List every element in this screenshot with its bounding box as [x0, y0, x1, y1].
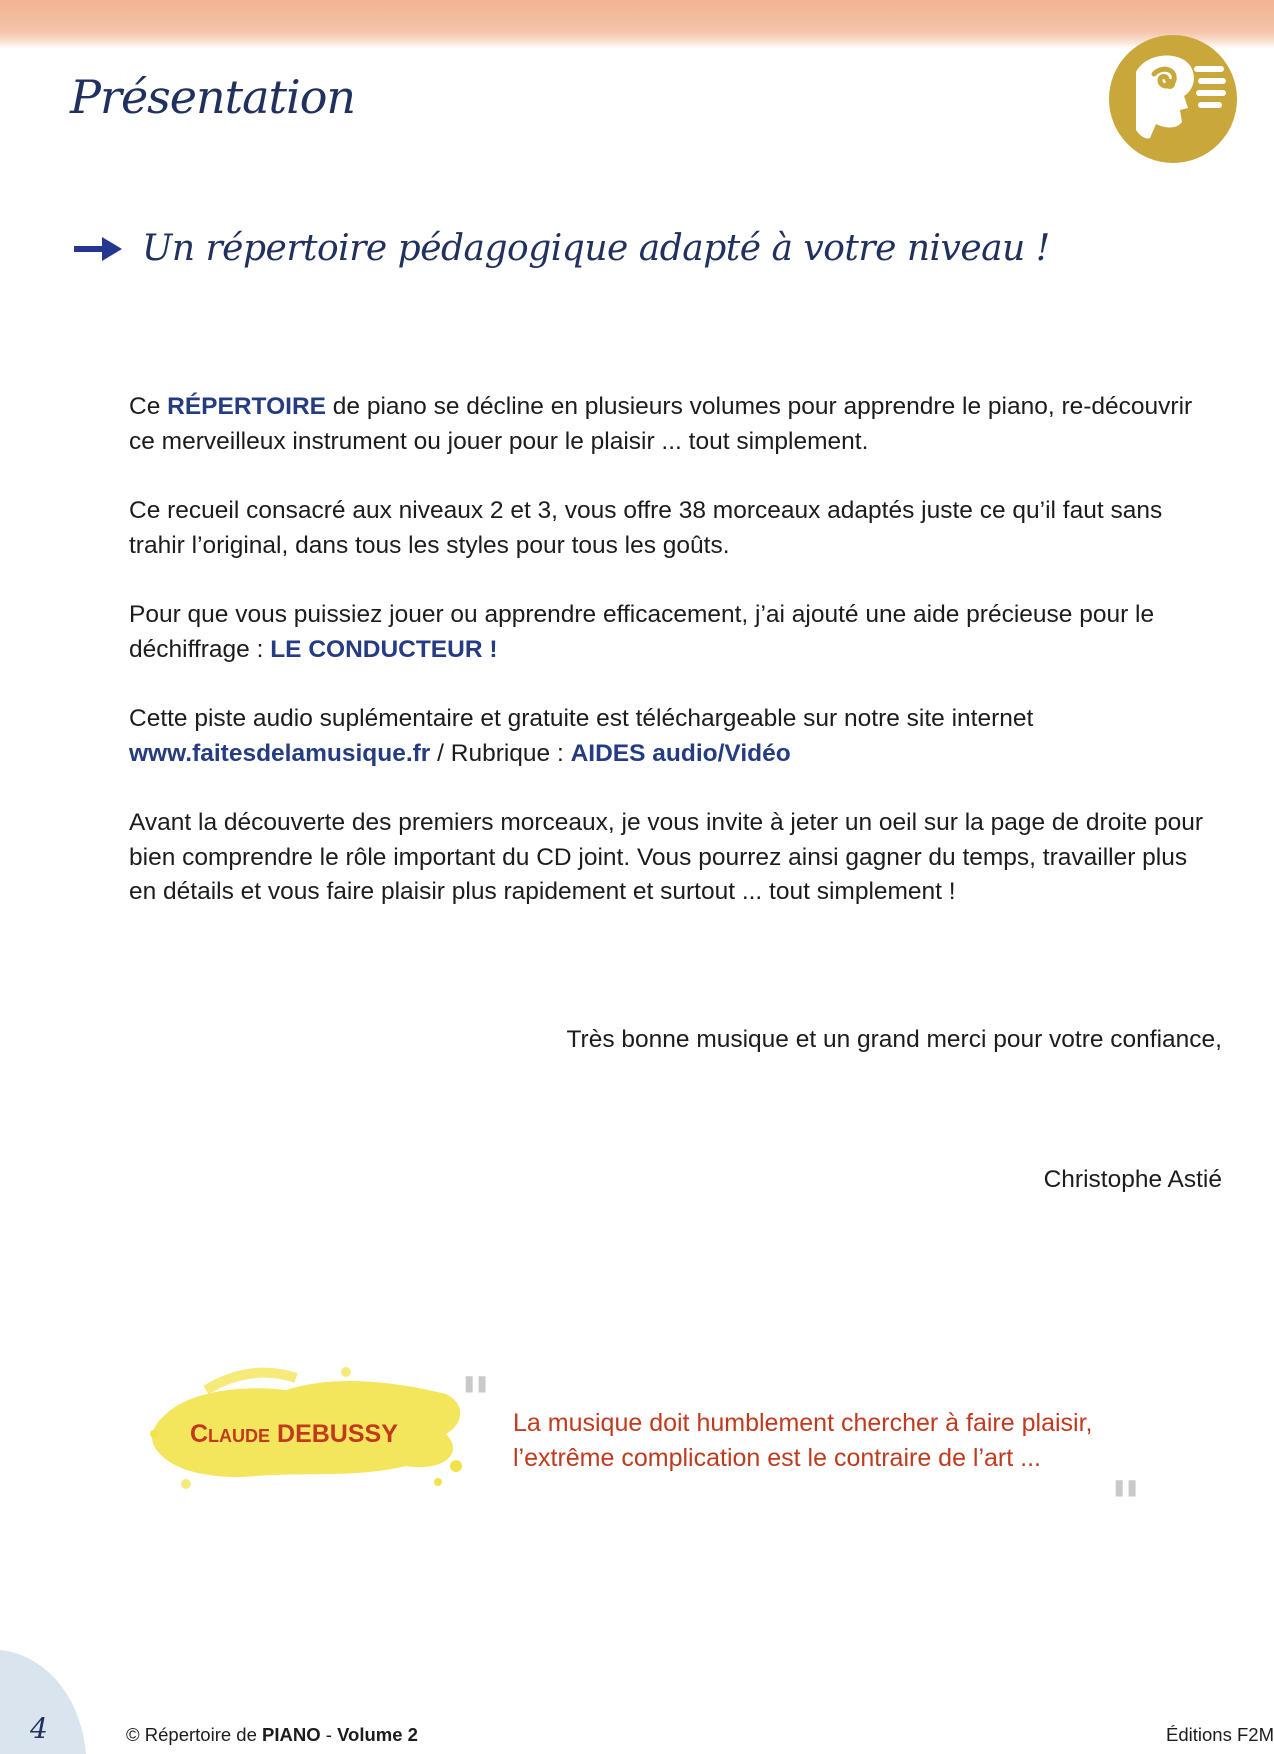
author-last-name: DEBUSSY	[277, 1420, 398, 1448]
footer-volume: Volume 2	[337, 1724, 418, 1745]
footer-publisher: Éditions F2M	[1166, 1724, 1274, 1745]
paragraph-1	[129, 390, 1209, 459]
conducteur-highlight: LE CONDUCTEUR !	[270, 635, 498, 663]
website-link[interactable]: www.faitesdelamusique.fr	[129, 739, 431, 767]
quote-author	[190, 1420, 398, 1449]
footer-left	[126, 1724, 418, 1746]
paragraph-4	[129, 702, 1209, 771]
top-decorative-band	[0, 0, 1274, 48]
repertoire-highlight: RÉPERTOIRE	[167, 393, 326, 420]
footer-prefix: © Répertoire de	[126, 1724, 263, 1745]
footer-piano: PIANO	[262, 1724, 321, 1745]
page-number: 4	[30, 1712, 48, 1745]
paragraph-2: Ce recueil consacré aux niveaux 2 et 3, vous offre 38 morceaux adaptés juste ce qu’il faut sans trahir l’original, dans tous les styles pour tous les goûts.	[129, 497, 1163, 559]
paragraph-4-start: Cette piste audio suplémentaire et gratuite est téléchargeable sur notre site internet	[129, 705, 1034, 732]
paragraph-1-end: de piano se décline en plusieurs volumes pour apprendre le piano, re-découvrir ce merveilleux instrument ou jouer pour le plaisir ... tout simplement.	[129, 393, 1193, 455]
signature: Christophe Astié	[1043, 1166, 1222, 1193]
paragraph-5: Avant la découverte des premiers morceaux, je vous invite à jeter un oeil sur la page de droite pour bien comprendre le rôle important du CD joint. Vous pourrez ainsi gagner du temps, travailler plus en détails et vous faire plaisir plus rapidement et surtout ... tout simplement !	[129, 809, 1204, 905]
quote-text	[513, 1406, 1173, 1476]
closing-line: Très bonne musique et un grand merci pour votre confiance,	[566, 1026, 1222, 1053]
arrow-right-icon	[72, 234, 124, 264]
author-first-name: Claude	[190, 1420, 271, 1448]
quote-open-mark: "	[460, 1365, 492, 1435]
quote-close-mark: "	[1110, 1469, 1142, 1539]
paragraph-1-start: Ce	[129, 393, 168, 420]
aides-rubric-highlight: AIDES audio/Vidéo	[570, 739, 791, 767]
paragraph-3-start: Pour que vous puissiez jouer ou apprendre efficacement, j’ai ajouté une aide précieuse pour le déchiffrage :	[129, 601, 1155, 663]
paragraph-4-mid: / Rubrique :	[430, 739, 571, 767]
body-text	[129, 390, 1209, 945]
page-title: Présentation	[70, 70, 356, 124]
footer-separator: -	[320, 1724, 338, 1745]
subtitle: Un répertoire pédagogique adapté à votre niveau !	[142, 228, 1050, 269]
paragraph-3	[129, 598, 1209, 667]
quote-line-2: l’extrême complication est le contraire de l’art ...	[513, 1444, 1041, 1472]
subtitle-row	[72, 228, 1050, 269]
musician-head-logo-icon	[1106, 32, 1240, 166]
quote-line-1: La musique doit humblement chercher à faire plaisir,	[513, 1409, 1093, 1437]
